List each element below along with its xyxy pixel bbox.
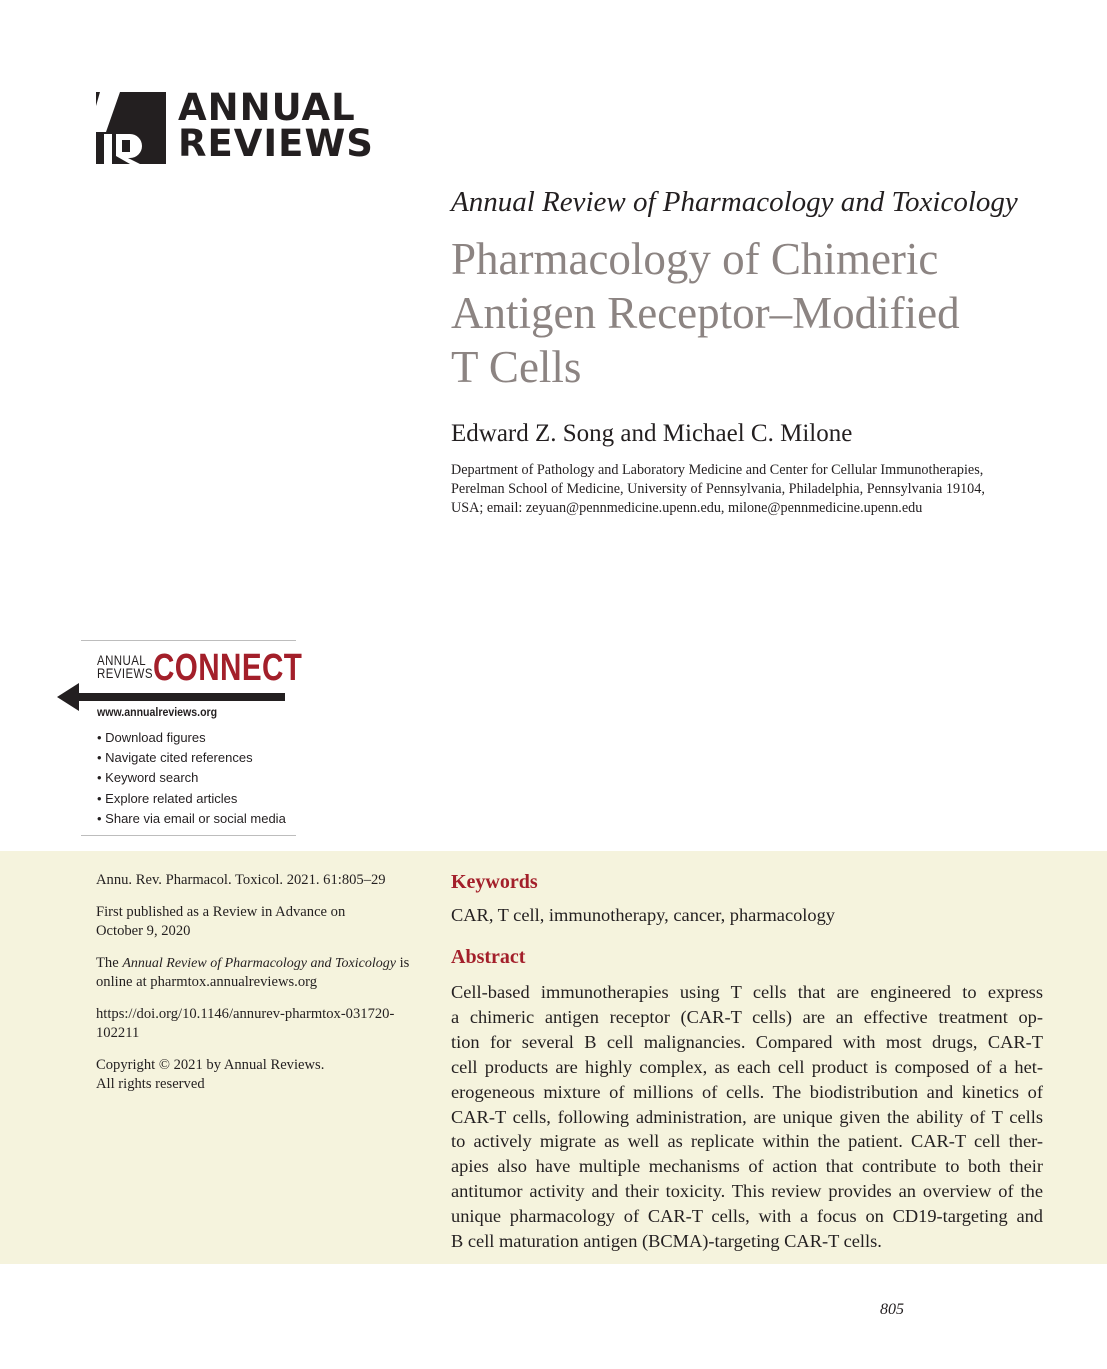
keywords: CAR, T cell, immunotherapy, cancer, pharmacology xyxy=(451,905,835,925)
abstract-line: Cell-based immunotherapies using T cells that are engineered to express xyxy=(451,982,1043,1002)
logo-line-reviews: REVIEWS xyxy=(178,122,374,165)
ar-logo-mark-icon xyxy=(96,92,166,164)
list-item: • Explore related articles xyxy=(97,790,238,806)
keywords-heading: Keywords xyxy=(451,871,538,893)
abstract-text xyxy=(451,980,1043,1254)
doi-line: https://doi.org/10.1146/annurev-pharmtox-031720- xyxy=(96,1006,395,1022)
connect-url[interactable]: www.annualreviews.org xyxy=(97,707,218,719)
title-line: Pharmacology of Chimeric xyxy=(451,234,939,284)
copyright-line: All rights reserved xyxy=(96,1076,205,1092)
journal-name: Annual Review of Pharmacology and Toxicology xyxy=(451,186,1018,218)
connect-feature-list xyxy=(97,728,286,829)
first-published xyxy=(96,903,426,941)
list-item: • Navigate cited references xyxy=(97,750,253,766)
online-url[interactable]: online at pharmtox.annualreviews.org xyxy=(96,974,318,990)
abstract-line: antitumor activity and their toxicity. This review provides an overview of the xyxy=(451,1181,1043,1202)
online-prefix: The xyxy=(96,955,123,971)
doi[interactable] xyxy=(96,1005,426,1043)
abstract-line: erogeneous mixture of millions of cells. The biodistribution and kinetics of xyxy=(451,1081,1043,1102)
connect-small-line: ANNUAL xyxy=(97,653,147,668)
connect-wordmark: CONNECT xyxy=(153,647,303,689)
affiliation-line: USA; email: zeyuan@pennmedicine.upenn.edu, milone@pennmedicine.upenn.edu xyxy=(451,500,923,516)
first-published-line: First published as a Review in Advance on xyxy=(96,904,346,920)
list-item: • Keyword search xyxy=(97,770,199,786)
abstract-line: B cell maturation antigen (BCMA)-targeting CAR-T cells. xyxy=(451,1231,882,1252)
article-title xyxy=(451,232,1051,394)
article-meta xyxy=(96,871,426,1107)
copyright-line: Copyright © 2021 by Annual Reviews. xyxy=(96,1057,325,1073)
abstract-line: cell products are highly complex, as each cell product is composed of a het- xyxy=(451,1056,1043,1077)
abstract-line: CAR-T cells, following administration, are unique given the ability of T cells xyxy=(451,1106,1043,1127)
citation-text: Annu. Rev. Pharmacol. Toxicol. 2021. 61:805–29 xyxy=(96,872,386,888)
logo-line-annual: ANNUAL xyxy=(178,86,356,129)
affiliation xyxy=(451,461,1071,518)
doi-line: 102211 xyxy=(96,1025,140,1041)
abstract-heading: Abstract xyxy=(451,946,526,968)
connect-small-logo xyxy=(97,654,153,680)
online-note xyxy=(96,954,426,992)
citation xyxy=(96,871,426,890)
list-item: • Download figures xyxy=(97,730,206,745)
list-item: • Share via email or social media xyxy=(97,810,286,826)
affiliation-line: Department of Pathology and Laboratory Medicine and Center for Cellular Immunotherapies, xyxy=(451,462,984,478)
abstract-line: unique pharmacology of CAR-T cells, with a focus on CD19-targeting and xyxy=(451,1206,1043,1227)
annual-reviews-logo xyxy=(96,86,376,166)
abstract-line: to actively migrate as well as replicate within the patient. CAR-T cell ther- xyxy=(451,1131,1043,1152)
page-number: 805 xyxy=(880,1301,904,1318)
online-journal: Annual Review of Pharmacology and Toxicology xyxy=(122,956,396,971)
connect-small-line: REVIEWS xyxy=(97,666,153,681)
authors: Edward Z. Song and Michael C. Milone xyxy=(451,420,853,447)
copyright xyxy=(96,1056,426,1094)
title-line: T Cells xyxy=(451,342,582,392)
title-line: Antigen Receptor–Modified xyxy=(451,288,960,338)
abstract-line: a chimeric antigen receptor (CAR-T cells) are an effective treatment op- xyxy=(451,1006,1043,1027)
abstract-line: tion for several B cell malignancies. Compared with most drugs, CAR-T xyxy=(451,1031,1043,1052)
online-suffix: is xyxy=(395,955,410,971)
divider xyxy=(81,835,296,836)
divider xyxy=(81,640,296,641)
annual-reviews-connect-box xyxy=(81,640,303,836)
first-published-date: October 9, 2020 xyxy=(96,923,191,939)
abstract-line: apies also have multiple mechanisms of action that contribute to both their xyxy=(451,1156,1043,1177)
affiliation-line: Perelman School of Medicine, University of Pennsylvania, Philadelphia, Pennsylvania 19104, xyxy=(451,481,985,497)
